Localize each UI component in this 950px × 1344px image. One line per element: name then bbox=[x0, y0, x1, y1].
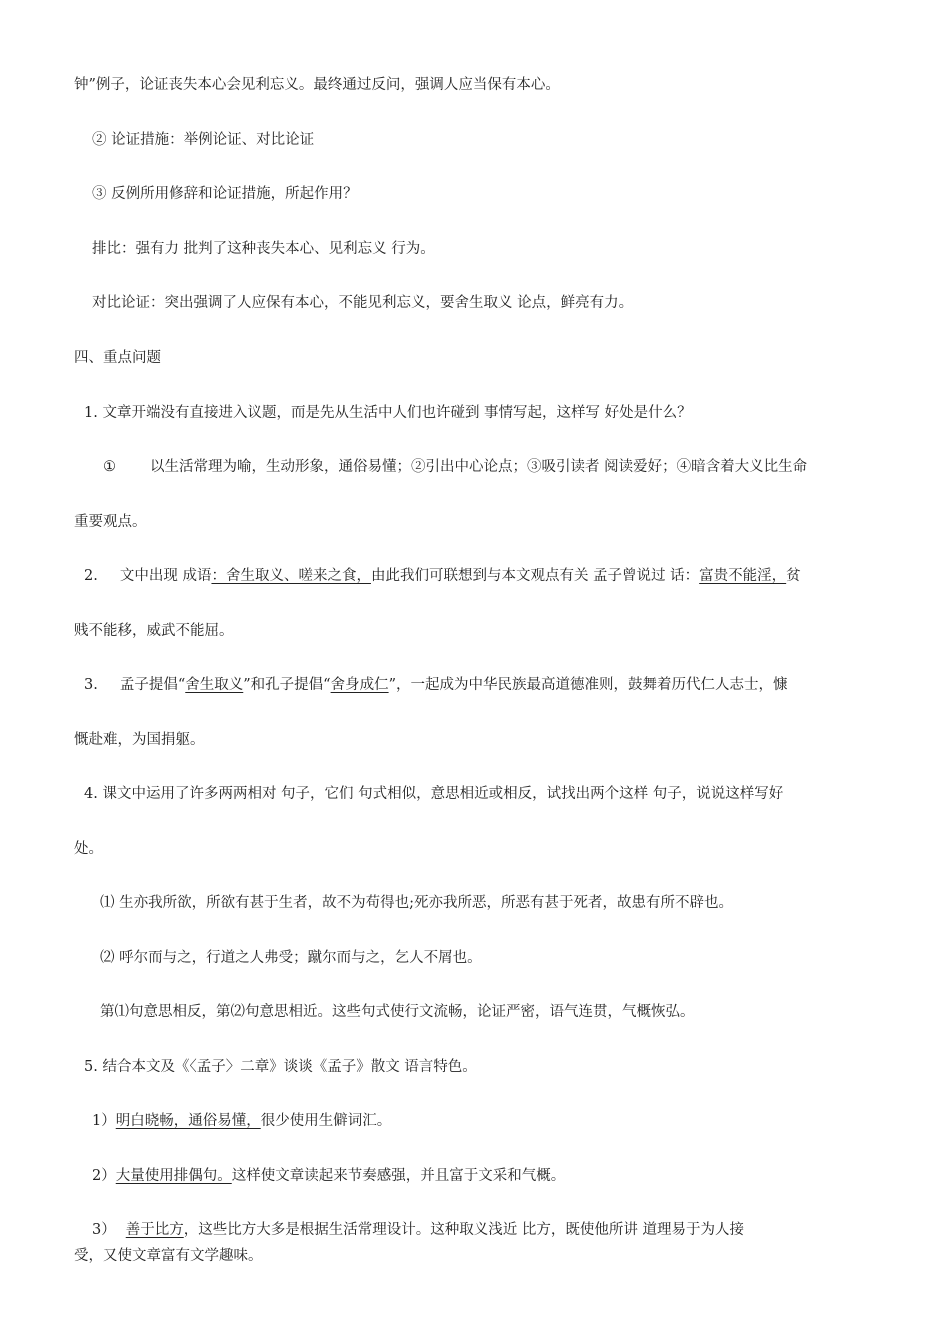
question-text: 文中出现 成语 bbox=[119, 568, 212, 584]
underlined-text: 善于比方 bbox=[125, 1222, 184, 1238]
underlined-text: 明白晓畅，通俗易懂， bbox=[115, 1113, 261, 1129]
paragraph-line: 慨赴难，为国捐躯。 bbox=[74, 732, 205, 748]
paragraph-line: 处。 bbox=[74, 841, 103, 857]
answer-5-point-2 bbox=[92, 1166, 565, 1186]
section-heading: 四、重点问题 bbox=[74, 350, 161, 366]
question-text: 孟子提倡“ bbox=[119, 677, 186, 693]
answer-1-line bbox=[103, 457, 807, 477]
point-number: 1） bbox=[92, 1113, 116, 1129]
question-2 bbox=[84, 566, 801, 586]
question-number: 2. bbox=[84, 568, 98, 584]
question-3 bbox=[84, 675, 788, 695]
answer-1-marker: ① bbox=[103, 459, 116, 475]
question-4: 4. 课文中运用了许多两两相对 句子，它们 句式相似，意思相近或相反，试找出两个这样 句子，说说这样写好 bbox=[84, 786, 784, 802]
example-sentence-1: ⑴ 生亦我所欲，所欲有甚于生者，故不为苟得也;死亦我所恶，所恶有甚于死者，故患有所不辟也。 bbox=[100, 895, 733, 911]
underlined-text: ：舍生取义、嗟来之食， bbox=[211, 568, 371, 584]
answer-1-text: 以生活常理为喻，生动形象，通俗易懂；②引出中心论点；③吸引读者 阅读爱好；④暗含着大义比生命 bbox=[150, 459, 808, 475]
answer-5-point-1 bbox=[92, 1111, 391, 1131]
paragraph-line: 受，又使文章富有文学趣味。 bbox=[74, 1248, 263, 1264]
question-text: ”，一起成为中华民族最高道德准则，鼓舞着历代仁人志士，慷 bbox=[388, 677, 788, 693]
paragraph-line: 重要观点。 bbox=[74, 514, 147, 530]
paragraph-line: ② 论证措施：举例论证、对比论证 bbox=[92, 132, 315, 148]
point-text: 这样使文章读起来节奏感强，并且富于文采和气概。 bbox=[231, 1168, 566, 1184]
paragraph-line: ③ 反例所用修辞和论证措施，所起作用？ bbox=[92, 186, 358, 202]
example-sentence-2: ⑵ 呼尔而与之，行道之人弗受；蹴尔而与之，乞人不屑也。 bbox=[100, 950, 482, 966]
point-text: ，这些比方大多是根据生活常理设计。这种取义浅近 比方，既使他所讲 道理易于为人接 bbox=[183, 1222, 744, 1238]
underlined-text: 大量使用排偶句。 bbox=[115, 1168, 232, 1184]
point-number: 2） bbox=[92, 1168, 116, 1184]
question-text: 贫 bbox=[786, 568, 801, 584]
underlined-text: 舍生取义 bbox=[185, 677, 244, 693]
question-1: 1. 文章开端没有直接进入议题，而是先从生活中人们也许碰到 事情写起，这样写 好处是什么？ bbox=[84, 405, 692, 421]
paragraph-line: 贱不能移，威武不能屈。 bbox=[74, 623, 234, 639]
question-text: ”和孔子提倡“ bbox=[243, 677, 331, 693]
question-text: 由此我们可联想到与本文观点有关 孟子曾说过 话： bbox=[370, 568, 700, 584]
paragraph-line: 对比论证：突出强调了人应保有本心，不能见利忘义，要舍生取义 论点，鲜亮有力。 bbox=[92, 295, 634, 311]
point-text: 很少使用生僻词汇。 bbox=[260, 1113, 392, 1129]
paragraph-line: 排比：强有力 批判了这种丧失本心、见利忘义 行为。 bbox=[92, 241, 435, 257]
paragraph-line: 第⑴句意思相反，第⑵句意思相近。这些句式使行文流畅，论证严密，语气连贯，气概恢弘。 bbox=[100, 1004, 695, 1020]
underlined-text: 舍身成仁 bbox=[330, 677, 389, 693]
paragraph-line: 钟”例子，论证丧失本心会见利忘义。最终通过反问，强调人应当保有本心。 bbox=[74, 77, 560, 93]
underlined-text: 富贵不能淫， bbox=[699, 568, 787, 584]
answer-5-point-3 bbox=[92, 1220, 744, 1240]
question-5: 5. 结合本文及《〈孟子〉二章》谈谈《孟子》散文 语言特色。 bbox=[84, 1059, 477, 1075]
question-number: 3. bbox=[84, 677, 98, 693]
point-number: 3） bbox=[92, 1222, 116, 1238]
